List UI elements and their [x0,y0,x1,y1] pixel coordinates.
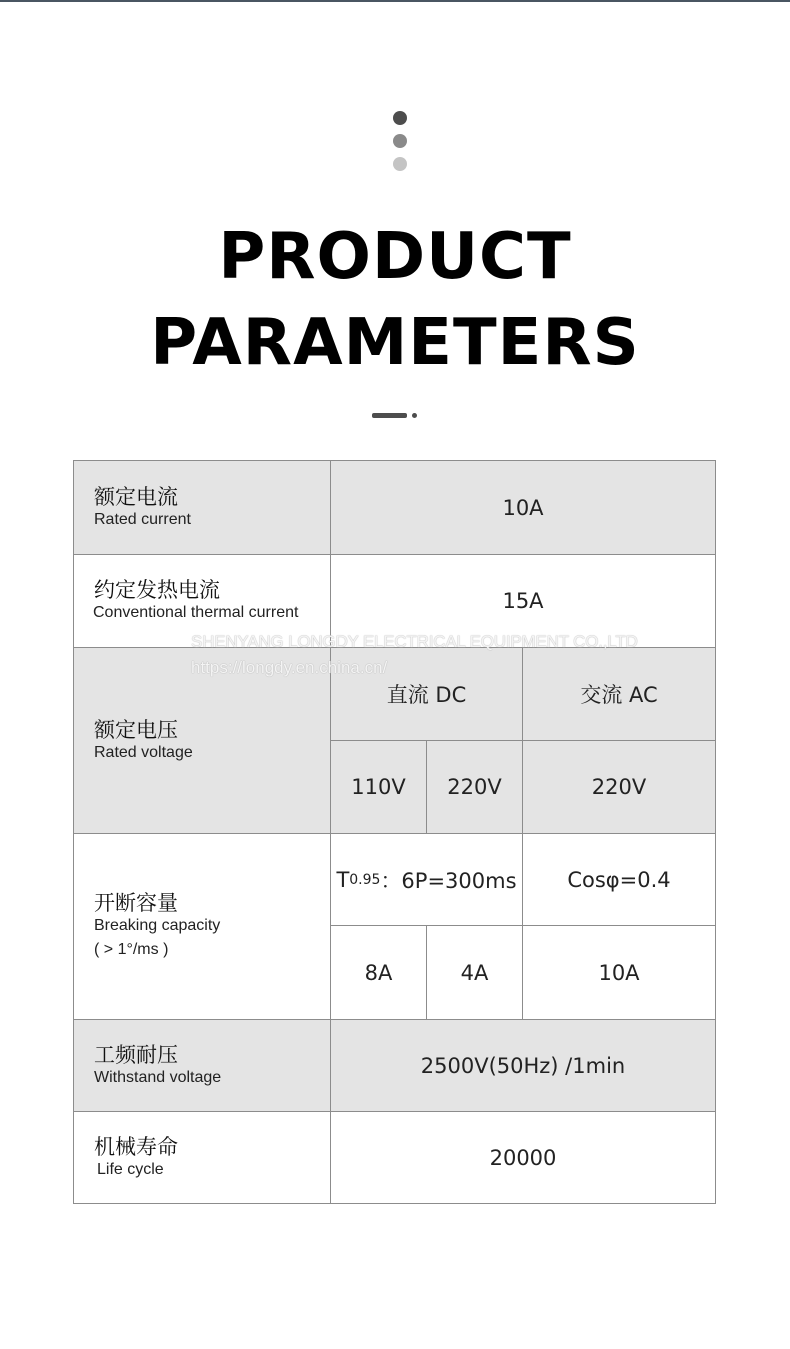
life-cycle-label [73,1111,331,1204]
rated-current-label [73,460,331,555]
title-underline-dash [372,413,407,418]
voltage-dc-header: 直流 DC [330,647,523,741]
withstand-voltage-en: Withstand voltage [94,1068,222,1086]
breaking-capacity-sub: ( > 1°/ms ) [94,940,169,958]
thermal-current-zh: 约定发热电流 [94,578,220,602]
decor-dot-dark [393,111,407,125]
decor-dot-mid [393,134,407,148]
breaking-dc-cond-prefix: T [336,867,350,892]
title-line-1: PRODUCT [218,220,572,294]
top-border-line [0,0,790,2]
rated-current-value: 10A [330,460,716,555]
thermal-current-en: Conventional thermal current [93,604,299,622]
voltage-dc-110: 110V [330,740,427,834]
decor-dot-light [393,157,407,171]
voltage-ac-header: 交流 AC [522,647,716,741]
rated-voltage-en: Rated voltage [94,743,193,761]
title-line-2: PARAMETERS [150,306,640,380]
breaking-capacity-label [73,833,331,1020]
life-cycle-value: 20000 [330,1111,716,1204]
voltage-dc-220: 220V [426,740,523,834]
breaking-dc-8a: 8A [330,925,427,1020]
breaking-dc-cond-sub: 0.95 [349,871,381,888]
breaking-ac-10a: 10A [522,925,716,1020]
watermark-company: SHENYANG LONGDY ELECTRICAL EQUIPMENT CO.,LTD [191,632,638,651]
breaking-dc-condition [330,833,523,926]
breaking-dc-4a: 4A [426,925,523,1020]
withstand-voltage-value: 2500V(50Hz) /1min [330,1019,716,1112]
breaking-capacity-en: Breaking capacity [94,916,221,934]
rated-current-en: Rated current [94,510,191,528]
title-underline-dot [412,413,417,418]
voltage-ac-220: 220V [522,740,716,834]
withstand-voltage-label [73,1019,331,1112]
breaking-dc-cond-rest: ：6P=300ms [380,868,517,893]
withstand-voltage-zh: 工频耐压 [94,1042,178,1067]
life-cycle-en: Life cycle [97,1160,164,1178]
life-cycle-zh: 机械寿命 [94,1134,178,1159]
rated-current-zh: 额定电流 [94,484,178,509]
breaking-capacity-zh: 开断容量 [94,890,178,915]
parameters-table [73,460,716,1204]
watermark-url: https://longdy.en.china.cn/ [191,658,388,677]
rated-voltage-zh: 额定电压 [94,717,178,742]
breaking-ac-condition: Cosφ=0.4 [522,833,716,926]
thermal-current-value: 15A [330,554,716,648]
